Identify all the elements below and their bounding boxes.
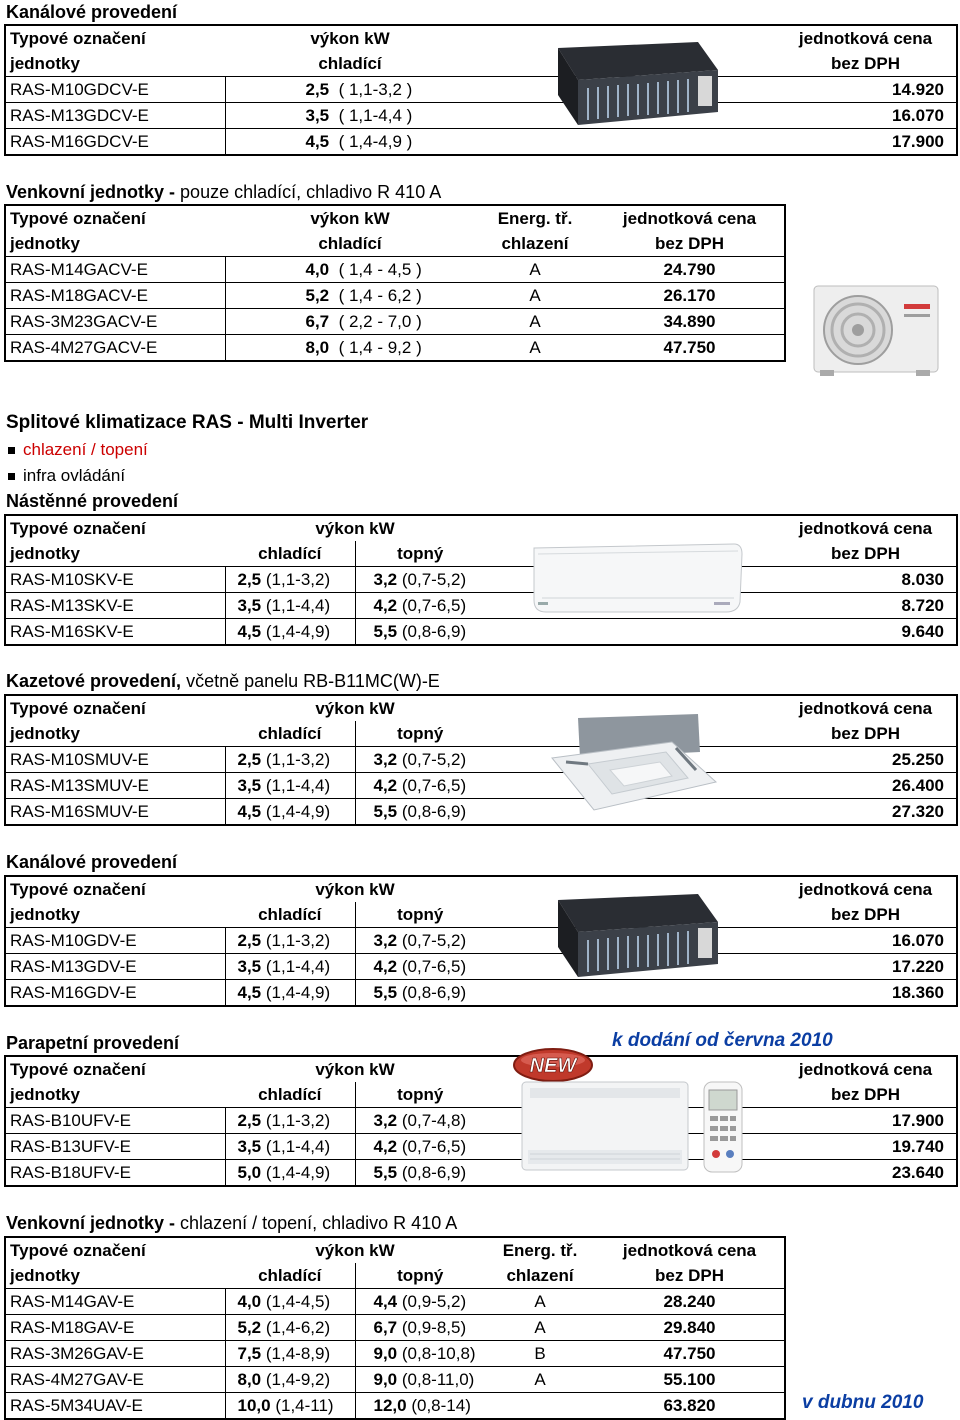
- availability-note-june: k dodání od června 2010: [612, 1030, 833, 1051]
- bullet-cooling-heating: chlazení / topení: [8, 439, 148, 461]
- outdoor-unit-image: [812, 284, 940, 378]
- table-row: RAS-3M23GACV-E 6,7 ( 2,2 - 7,0 ) A 34.890: [5, 309, 785, 335]
- section-title-outdoor-heat-pump: Venkovní jednotky - chlazení / topení, chladivo R 410 A: [6, 1213, 458, 1233]
- table-row: RAS-M13SMUV-E 3,5 (1,1-4,4) 4,2 (0,7-6,5) 26.400: [5, 773, 957, 799]
- cassette-unit-image: [548, 712, 720, 814]
- table-wall: Typové označení výkon kW jednotková cena jednotky chladící topný bez DPH RAS-M10SKV-E 2,5 (1,1-3,2) 3,2 (0,7-5,2) 8.030 RAS-M13SKV-E 3,5 (1,1-4,4) 4,2 (0,7-6,5) 8.720 RAS-M16SKV-E 4,5 (1,4-4,9) 5,5 (0,8-6,9) 9.640: [4, 514, 958, 646]
- header-cooling: chladící: [318, 54, 382, 73]
- header-price: jednotková cena: [775, 25, 957, 51]
- header-power: výkon kW: [225, 25, 475, 51]
- duct-unit-image: [548, 892, 720, 982]
- new-badge-icon: [512, 1046, 594, 1084]
- table-outdoor-heat-pump: Typové označení výkon kW Energ. tř. jednotková cena jednotky chladící topný chlazení bez DPH RAS-M14GAV-E 4,0 (1,4-4,5) 4,4 (0,9-5,2) A 28.240 RAS-M18GAV-E 5,2 (1,4-6,2) 6,7 (0,9-8,5) A 29.840 RAS-3M26GAV-E 7,5 (1,4-8,9) 9,0 (0,8-10,8) B 47.750 RAS-4M27GAV-E 8,0 (1,4-9,2) 9,0 (0,8-11,0) A 55.100 RAS-5M34UAV-E 10,0 (1,4-11) 12,0 (0,8-14) 63.820: [4, 1236, 786, 1420]
- bullet-square-icon: [8, 447, 15, 454]
- table-row: RAS-B13UFV-E 3,5 (1,1-4,4) 4,2 (0,7-6,5) 19.740: [5, 1134, 957, 1160]
- table-row: RAS-M18GAV-E 5,2 (1,4-6,2) 6,7 (0,9-8,5) A 29.840: [5, 1315, 785, 1341]
- bullet-infra-control: infra ovládání: [8, 465, 125, 487]
- table-row: RAS-M10GDCV-E 2,5 ( 1,1-3,2 ) 14.920: [5, 77, 957, 103]
- section-title-wall: Nástěnné provedení: [6, 491, 179, 511]
- table-row: RAS-M14GACV-E 4,0 ( 1,4 - 4,5 ) A 24.790: [5, 257, 785, 283]
- table-cassette: Typové označení výkon kW jednotková cena jednotky chladící topný bez DPH RAS-M10SMUV-E 2,5 (1,1-3,2) 3,2 (0,7-5,2) 25.250 RAS-M13SMUV-E 3,5 (1,1-4,4) 4,2 (0,7-6,5) 26.400 RAS-M16SMUV-E 4,5 (1,4-4,9) 5,5 (0,8-6,9) 27.320: [4, 694, 958, 826]
- wall-unit-image: [528, 540, 744, 616]
- table-duct-heat-pump: Typové označení výkon kW jednotková cena jednotky chladící topný bez DPH RAS-M10GDV-E 2,5 (1,1-3,2) 3,2 (0,7-5,2) 16.070 RAS-M13GDV-E 3,5 (1,1-4,4) 4,2 (0,7-6,5) 17.220 RAS-M16GDV-E 4,5 (1,4-4,9) 5,5 (0,8-6,9) 18.360: [4, 875, 958, 1007]
- table-row: RAS-M10SMUV-E 2,5 (1,1-3,2) 3,2 (0,7-5,2) 25.250: [5, 747, 957, 773]
- table-row: RAS-5M34UAV-E 10,0 (1,4-11) 12,0 (0,8-14) 63.820: [5, 1393, 785, 1420]
- table-row: RAS-M16GDV-E 4,5 (1,4-4,9) 5,5 (0,8-6,9) 18.360: [5, 980, 957, 1007]
- availability-note-april: v dubnu 2010: [802, 1392, 924, 1413]
- table-row: RAS-M13SKV-E 3,5 (1,1-4,4) 4,2 (0,7-6,5) 8.720: [5, 593, 957, 619]
- table-floor: Typové označení výkon kW jednotková cena jednotky chladící topný bez DPH RAS-B10UFV-E 2,5 (1,1-3,2) 3,2 (0,7-4,8) 17.900 RAS-B13UFV-E 3,5 (1,1-4,4) 4,2 (0,7-6,5) 19.740 RAS-B18UFV-E 5,0 (1,4-4,9) 5,5 (0,8-6,9) 23.640: [4, 1055, 958, 1187]
- header-vat: bez DPH: [775, 51, 957, 77]
- table-row: RAS-M13GDV-E 3,5 (1,1-4,4) 4,2 (0,7-6,5) 17.220: [5, 954, 957, 980]
- table-row: RAS-4M27GAV-E 8,0 (1,4-9,2) 9,0 (0,8-11,0) A 55.100: [5, 1367, 785, 1393]
- section-title-duct-cooling: Kanálové provedení: [6, 2, 178, 22]
- table-row: RAS-3M26GAV-E 7,5 (1,4-8,9) 9,0 (0,8-10,8) B 47.750: [5, 1341, 785, 1367]
- multi-inverter-title: Splitové klimatizace RAS - Multi Inverter: [6, 412, 369, 433]
- duct-unit-image: [548, 40, 720, 130]
- section-title-duct-heat-pump: Kanálové provedení: [6, 852, 178, 872]
- section-title-outdoor-cooling: Venkovní jednotky - pouze chladící, chladivo R 410 A: [6, 182, 442, 202]
- section-title-cassette: Kazetové provedení, včetně panelu RB-B11MC(W)-E: [6, 671, 440, 691]
- remote-control-image: [700, 1080, 746, 1174]
- table-row: RAS-M13GDCV-E 3,5 ( 1,1-4,4 ) 16.070: [5, 103, 957, 129]
- table-row: RAS-M18GACV-E 5,2 ( 1,4 - 6,2 ) A 26.170: [5, 283, 785, 309]
- table-row: RAS-M10SKV-E 2,5 (1,1-3,2) 3,2 (0,7-5,2) 8.030: [5, 567, 957, 593]
- table-duct-cooling: [4, 24, 958, 156]
- header-unit: jednotky: [5, 51, 225, 77]
- floor-unit-image: [520, 1080, 692, 1174]
- table-row: RAS-B18UFV-E 5,0 (1,4-4,9) 5,5 (0,8-6,9) 23.640: [5, 1160, 957, 1187]
- header-type: Typové označení: [5, 25, 225, 51]
- table-row: RAS-B10UFV-E 2,5 (1,1-3,2) 3,2 (0,7-4,8) 17.900: [5, 1108, 957, 1134]
- bullet-square-icon: [8, 473, 15, 480]
- section-title-floor: Parapetní provedení: [6, 1033, 180, 1053]
- svg-text:NEW: NEW: [529, 1055, 577, 1077]
- table-row: RAS-4M27GACV-E 8,0 ( 1,4 - 9,2 ) A 47.750: [5, 335, 785, 362]
- table-row: RAS-M10GDV-E 2,5 (1,1-3,2) 3,2 (0,7-5,2) 16.070: [5, 928, 957, 954]
- table-outdoor-cooling: Typové označení výkon kW Energ. tř. jednotková cena jednotky chladící chlazení bez DPH RAS-M14GACV-E 4,0 ( 1,4 - 4,5 ) A 24.790 RAS-M18GACV-E 5,2 ( 1,4 - 6,2 ) A 26.170 RAS-3M23GACV-E 6,7 ( 2,2 - 7,0 ) A 34.890 RAS-4M27GACV-E 8,0 ( 1,4 - 9,2 ) A 47.750: [4, 204, 786, 362]
- table-row: RAS-M16SMUV-E 4,5 (1,4-4,9) 5,5 (0,8-6,9) 27.320: [5, 799, 957, 826]
- table-row: RAS-M16SKV-E 4,5 (1,4-4,9) 5,5 (0,8-6,9) 9.640: [5, 619, 957, 646]
- table-row: RAS-M14GAV-E 4,0 (1,4-4,5) 4,4 (0,9-5,2) A 28.240: [5, 1289, 785, 1315]
- table-row: RAS-M16GDCV-E 4,5 ( 1,4-4,9 ) 17.900: [5, 129, 957, 156]
